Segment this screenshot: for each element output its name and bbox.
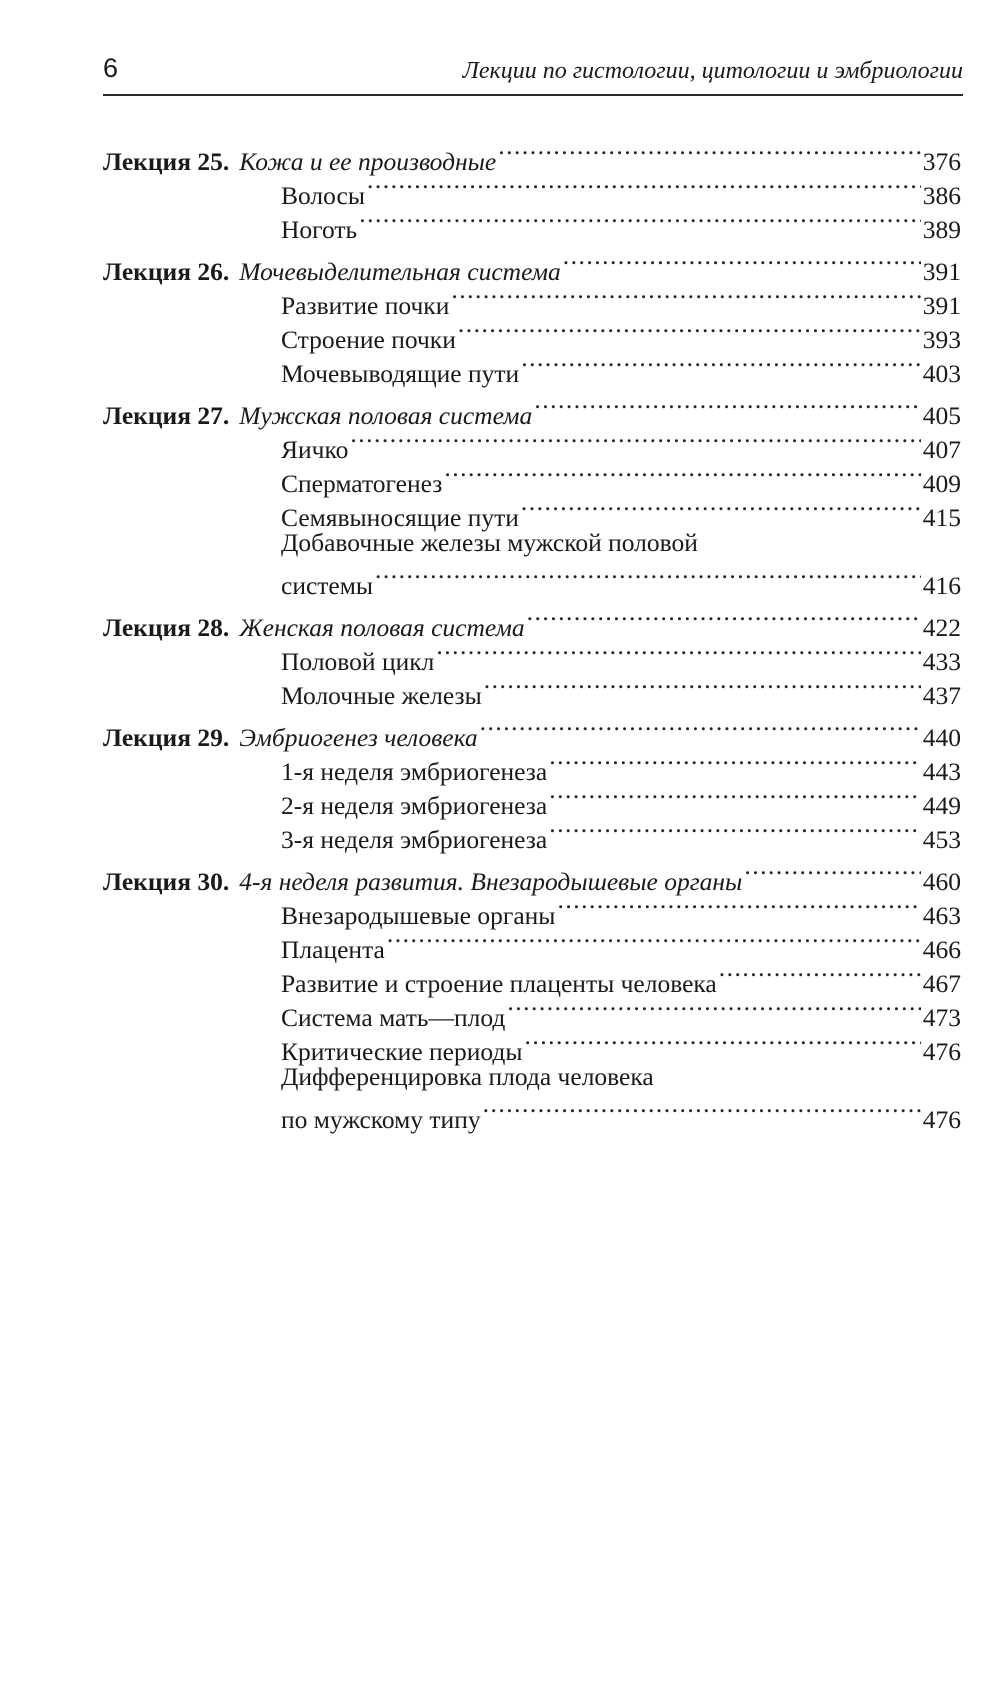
toc-sub-entry[interactable]: [103, 458, 961, 498]
page-ref: 437: [922, 681, 961, 710]
toc-sub-entry[interactable]: [103, 924, 961, 964]
toc-lecture-row[interactable]: [103, 136, 961, 176]
page-ref: 466: [922, 935, 961, 964]
dot-leader: [498, 136, 921, 170]
dot-leader: [557, 890, 920, 924]
page-ref: 389: [922, 215, 961, 244]
toc-lecture: [103, 856, 961, 1134]
entry-title: Сперматогенез: [281, 469, 443, 498]
page-ref: 407: [922, 435, 961, 464]
toc-lecture: [103, 390, 961, 600]
lecture-number: Лекция 27.: [103, 401, 230, 430]
page-ref: 476: [922, 1037, 961, 1066]
dot-leader: [549, 780, 921, 814]
table-of-contents: [103, 136, 961, 1136]
toc-lecture: [103, 602, 961, 710]
toc-sub-entry-first-line[interactable]: [103, 526, 961, 560]
toc-lecture: [103, 712, 961, 854]
dot-leader: [525, 1026, 921, 1060]
entry-title: 3-я неделя эмбриогенеза: [281, 825, 548, 854]
page-ref: 460: [922, 867, 961, 896]
page-ref: 409: [922, 469, 961, 498]
page-ref: 463: [922, 901, 961, 930]
page-ref: 416: [922, 571, 961, 600]
page-ref: 403: [922, 359, 961, 388]
page-ref: 449: [922, 791, 961, 820]
entry-title: Развитие и строение плаценты человека: [281, 969, 717, 998]
lecture-title: Кожа и ее производные: [239, 147, 497, 176]
lecture-title: Эмбриогенез человека: [239, 723, 478, 752]
toc-lecture-row[interactable]: [103, 246, 961, 286]
toc-sub-entry[interactable]: [103, 1026, 961, 1066]
dot-leader: [549, 814, 921, 848]
dot-leader: [507, 992, 920, 1026]
lecture-number: Лекция 25.: [103, 147, 230, 176]
page-ref: 393: [922, 325, 961, 354]
entry-title-line1: Дифференцировка плода человека: [281, 1062, 654, 1091]
dot-leader: [521, 492, 921, 526]
entry-title: Молочные железы: [281, 681, 482, 710]
entry-title: по мужскому типу: [281, 1105, 481, 1134]
entry-title: Строение почки: [281, 325, 456, 354]
entry-title: Ноготь: [281, 215, 358, 244]
lecture-number: Лекция 26.: [103, 257, 230, 286]
toc-lecture-row[interactable]: [103, 602, 961, 642]
dot-leader: [719, 958, 921, 992]
dot-leader: [549, 746, 921, 780]
toc-sub-entry[interactable]: [103, 348, 961, 388]
page-ref: 453: [922, 825, 961, 854]
page-ref: 443: [922, 757, 961, 786]
page-ref: 440: [922, 723, 961, 752]
toc-sub-entry[interactable]: [103, 992, 961, 1032]
page-ref: 422: [922, 613, 961, 642]
toc-lecture: [103, 246, 961, 388]
dot-leader: [367, 170, 921, 204]
entry-title: Семявыносящие пути: [281, 503, 519, 532]
page-ref: 376: [922, 147, 961, 176]
lecture-number: Лекция 28.: [103, 613, 230, 642]
dot-leader: [563, 246, 921, 280]
toc-sub-entry[interactable]: [103, 492, 961, 532]
toc-sub-entry[interactable]: [103, 204, 961, 244]
page-ref: 391: [922, 291, 961, 320]
entry-title: Внезародышевые органы: [281, 901, 556, 930]
page-ref: 467: [922, 969, 961, 998]
entry-title-line1: Добавочные железы мужской половой: [281, 528, 698, 557]
dot-leader: [436, 636, 920, 670]
lecture-number: Лекция 29.: [103, 723, 230, 752]
entry-title: Система мать—плод: [281, 1003, 506, 1032]
entry-title: Половой цикл: [281, 647, 435, 676]
toc-lecture: [103, 136, 961, 244]
lecture-title: Женская половая система: [239, 613, 525, 642]
entry-title: Критические периоды: [281, 1037, 523, 1066]
dot-leader: [480, 712, 921, 746]
dot-leader: [375, 560, 921, 594]
page-ref: 405: [922, 401, 961, 430]
lecture-number: Лекция 30.: [103, 867, 230, 896]
toc-lecture-row[interactable]: [103, 712, 961, 752]
entry-title: Волосы: [281, 181, 365, 210]
entry-title: Мочевыводящие пути: [281, 359, 520, 388]
dot-leader: [483, 1094, 921, 1128]
toc-sub-entry[interactable]: [103, 1094, 961, 1134]
lecture-title: 4-я неделя развития. Внезародышевые органы: [239, 867, 743, 896]
toc-sub-entry[interactable]: [103, 670, 961, 710]
dot-leader: [527, 602, 921, 636]
lecture-title: Мужская половая система: [239, 401, 533, 430]
page-ref: 415: [922, 503, 961, 532]
dot-leader: [744, 856, 920, 890]
running-title: Лекции по гистологии, цитологии и эмбриологии: [462, 58, 963, 84]
dot-leader: [451, 280, 920, 314]
dot-leader: [387, 924, 921, 958]
dot-leader: [444, 458, 920, 492]
entry-title: Плацента: [281, 935, 385, 964]
page-ref: 476: [922, 1105, 961, 1134]
entry-title: 2-я неделя эмбриогенеза: [281, 791, 548, 820]
page-number: 6: [103, 53, 119, 83]
toc-sub-entry-first-line[interactable]: [103, 1060, 961, 1094]
page-ref: 433: [922, 647, 961, 676]
dot-leader: [534, 390, 920, 424]
running-head: [103, 48, 963, 88]
toc-sub-entry[interactable]: [103, 560, 961, 600]
entry-title: 1-я неделя эмбриогенеза: [281, 757, 548, 786]
toc-lecture-row[interactable]: [103, 390, 961, 430]
page-ref: 473: [922, 1003, 961, 1032]
toc-lecture-row[interactable]: [103, 856, 961, 896]
entry-title: Развитие почки: [281, 291, 450, 320]
dot-leader: [359, 204, 921, 238]
lecture-title: Мочевыделительная система: [239, 257, 561, 286]
page-ref: 386: [922, 181, 961, 210]
entry-title: системы: [281, 571, 374, 600]
entry-title: Яичко: [281, 435, 349, 464]
header-rule: [103, 94, 963, 96]
toc-sub-entry[interactable]: [103, 958, 961, 998]
page-ref: 391: [922, 257, 961, 286]
dot-leader: [350, 424, 920, 458]
dot-leader: [484, 670, 921, 704]
dot-leader: [521, 348, 921, 382]
toc-sub-entry[interactable]: [103, 314, 961, 354]
dot-leader: [458, 314, 921, 348]
